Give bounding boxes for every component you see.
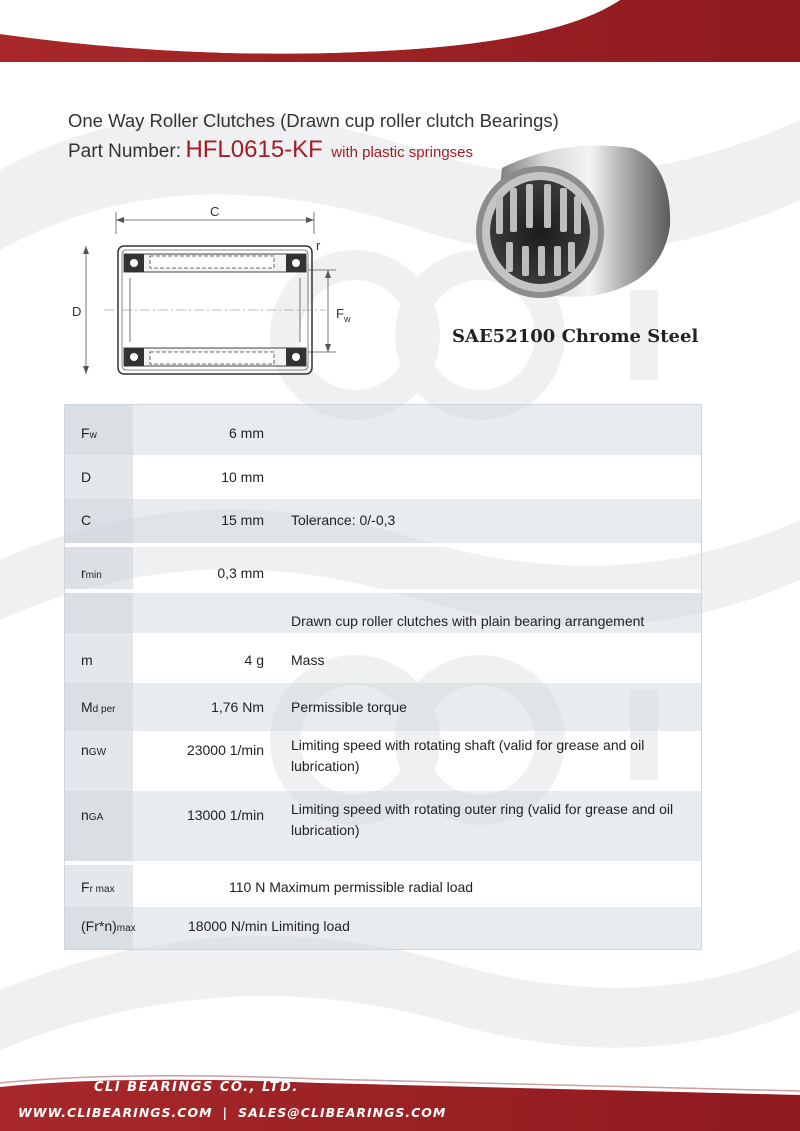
spec-value: 6 mm bbox=[229, 425, 264, 441]
spec-desc: Tolerance: 0/-0,3 bbox=[291, 512, 396, 528]
spec-row-ngw bbox=[65, 731, 701, 791]
part-number: HFL0615-KF bbox=[185, 136, 323, 163]
footer-separator: | bbox=[222, 1105, 229, 1120]
part-note: with plastic springses bbox=[331, 144, 474, 161]
spec-row-fw bbox=[65, 405, 701, 455]
spec-value: 1,76 Nm bbox=[211, 699, 264, 715]
dim-d-label: D bbox=[72, 304, 82, 319]
spec-symbol: Md per bbox=[81, 699, 116, 715]
spec-value: 4 g bbox=[244, 652, 264, 668]
spec-symbol: D bbox=[81, 469, 92, 485]
spec-text: 18000 N/min Limiting load bbox=[188, 918, 350, 934]
spec-value: 13000 1/min bbox=[186, 807, 264, 823]
spec-table bbox=[64, 404, 702, 950]
spec-row-c bbox=[65, 499, 701, 543]
footer-company: CLI BEARINGS CO., LTD. bbox=[94, 1080, 299, 1095]
spec-row-intro bbox=[65, 589, 701, 633]
footer-email-link[interactable]: SALES@CLIBEARINGS.COM bbox=[238, 1105, 447, 1120]
dim-f-label: $F_w$ bbox=[336, 306, 351, 324]
spec-row-rmin bbox=[65, 543, 701, 589]
footer-contact bbox=[18, 1105, 446, 1120]
material-label: SAE52100 Chrome Steel bbox=[452, 326, 699, 347]
spec-symbol: (Fr*n)max bbox=[81, 918, 136, 934]
spec-value: 0,3 mm bbox=[217, 565, 264, 581]
bearing-photo bbox=[462, 134, 682, 304]
part-number-label: Part Number: bbox=[68, 141, 181, 162]
spec-desc: Mass bbox=[291, 652, 325, 668]
spec-row-md bbox=[65, 683, 701, 731]
spec-text: 110 N Maximum permissible radial load bbox=[229, 879, 474, 895]
spec-symbol: m bbox=[81, 652, 93, 668]
spec-row-nga bbox=[65, 791, 701, 861]
dim-c-label: C bbox=[210, 204, 220, 219]
spec-symbol: nGA bbox=[81, 807, 104, 823]
spec-desc: Permissible torque bbox=[291, 699, 407, 715]
spec-desc: Limiting speed with rotating outer ring (valid for grease and oil lubrication) bbox=[291, 801, 674, 838]
spec-symbol: Fr max bbox=[81, 879, 115, 895]
product-type: One Way Roller Clutches (Drawn cup roller clutch Bearings) bbox=[68, 110, 559, 131]
spec-symbol: nGW bbox=[81, 742, 107, 758]
spec-row-fr bbox=[65, 861, 701, 907]
spec-symbol: rmin bbox=[81, 565, 102, 581]
dim-r-label: r bbox=[316, 238, 321, 253]
spec-desc: Limiting speed with rotating shaft (valid for grease and oil lubrication) bbox=[291, 737, 645, 774]
spec-desc: Drawn cup roller clutches with plain bearing arrangement bbox=[291, 613, 645, 629]
spec-value: 10 mm bbox=[221, 469, 264, 485]
footer-website-link[interactable]: WWW.CLIBEARINGS.COM bbox=[18, 1105, 213, 1120]
spec-symbol: Fw bbox=[81, 425, 97, 441]
spec-row-d bbox=[65, 455, 701, 499]
spec-row-m bbox=[65, 633, 701, 683]
spec-value: 15 mm bbox=[221, 512, 264, 528]
spec-row-frn bbox=[65, 907, 701, 949]
spec-value: 23000 1/min bbox=[186, 742, 264, 758]
bearing-drawing bbox=[64, 198, 364, 388]
header-band bbox=[0, 0, 800, 62]
spec-symbol: C bbox=[81, 512, 92, 528]
